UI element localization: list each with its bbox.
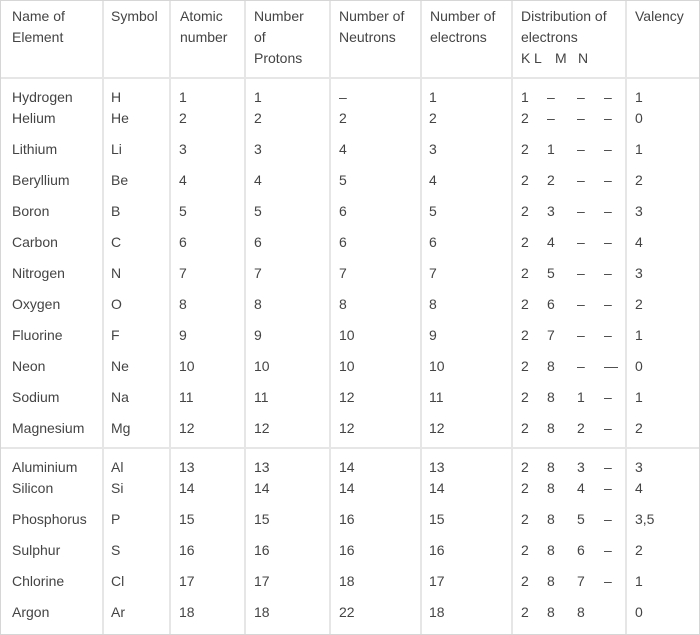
cell-neutrons: 16 <box>339 511 355 527</box>
cell-protons: 12 <box>254 420 270 436</box>
shell-label-m: M <box>555 50 567 66</box>
cell-neutrons: 16 <box>339 542 355 558</box>
cell-electrons: 9 <box>429 327 437 343</box>
cell-electrons: 7 <box>429 265 437 281</box>
cell-n: – <box>604 542 612 558</box>
header-symbol: Symbol <box>111 8 158 24</box>
cell-symbol: C <box>111 234 122 250</box>
cell-protons: 10 <box>254 358 270 374</box>
table-row <box>1 108 699 129</box>
shell-label-k: K <box>521 50 531 66</box>
cell-m: – <box>577 265 585 281</box>
cell-k: 2 <box>521 203 529 219</box>
cell-atomic: 9 <box>179 327 187 343</box>
cell-n: – <box>604 203 612 219</box>
table-row <box>1 387 699 408</box>
header-distribution-of-electrons: Distribution of electrons <box>521 8 607 45</box>
cell-neutrons: 10 <box>339 358 355 374</box>
cell-atomic: 2 <box>179 110 187 126</box>
cell-symbol: Li <box>111 141 122 157</box>
cell-neutrons: 5 <box>339 172 347 188</box>
cell-symbol: He <box>111 110 129 126</box>
cell-valency: 3 <box>635 203 643 219</box>
cell-m: – <box>577 110 585 126</box>
cell-neutrons: 2 <box>339 110 347 126</box>
header-valency: Valency <box>635 8 684 24</box>
table-row <box>1 87 699 108</box>
table-row <box>1 478 699 499</box>
cell-neutrons: 10 <box>339 327 355 343</box>
cell-electrons: 5 <box>429 203 437 219</box>
cell-protons: 16 <box>254 542 270 558</box>
cell-symbol: Mg <box>111 420 131 436</box>
cell-electrons: 8 <box>429 296 437 312</box>
header-number-of-electrons: Number of electrons <box>430 8 496 45</box>
cell-l: 1 <box>547 141 555 157</box>
cell-atomic: 8 <box>179 296 187 312</box>
cell-n: – <box>604 389 612 405</box>
cell-k: 2 <box>521 511 529 527</box>
cell-valency: 1 <box>635 141 643 157</box>
table-row <box>1 356 699 377</box>
table-row <box>1 418 699 439</box>
cell-atomic: 15 <box>179 511 195 527</box>
cell-electrons: 17 <box>429 573 445 589</box>
cell-atomic: 13 <box>179 459 195 475</box>
cell-neutrons: 6 <box>339 234 347 250</box>
cell-electrons: 15 <box>429 511 445 527</box>
cell-name: Fluorine <box>12 327 63 343</box>
cell-m: 6 <box>577 542 585 558</box>
cell-valency: 3 <box>635 265 643 281</box>
cell-name: Lithium <box>12 141 58 157</box>
table-row <box>1 294 699 315</box>
cell-neutrons: 8 <box>339 296 347 312</box>
cell-n: – <box>604 296 612 312</box>
cell-l: – <box>547 110 555 126</box>
cell-atomic: 17 <box>179 573 195 589</box>
table-row <box>1 457 699 478</box>
cell-electrons: 2 <box>429 110 437 126</box>
table-row <box>1 201 699 222</box>
cell-k: 2 <box>521 358 529 374</box>
cell-protons: 6 <box>254 234 262 250</box>
cell-m: – <box>577 358 585 374</box>
cell-valency: 0 <box>635 358 643 374</box>
cell-n: – <box>604 141 612 157</box>
cell-k: 2 <box>521 141 529 157</box>
cell-protons: 9 <box>254 327 262 343</box>
cell-symbol: O <box>111 296 122 312</box>
table-row <box>1 602 699 623</box>
cell-name: Beryllium <box>12 172 70 188</box>
cell-name: Hydrogen <box>12 89 73 105</box>
cell-valency: 4 <box>635 480 643 496</box>
cell-n: – <box>604 420 612 436</box>
cell-atomic: 4 <box>179 172 187 188</box>
cell-name: Argon <box>12 604 50 620</box>
cell-symbol: Ne <box>111 358 129 374</box>
cell-neutrons: 12 <box>339 389 355 405</box>
cell-neutrons: 14 <box>339 480 355 496</box>
cell-n: – <box>604 89 612 105</box>
cell-k: 2 <box>521 420 529 436</box>
table-row <box>1 232 699 253</box>
cell-name: Helium <box>12 110 56 126</box>
cell-symbol: F <box>111 327 120 343</box>
cell-name: Boron <box>12 203 50 219</box>
cell-k: 2 <box>521 389 529 405</box>
cell-l: 8 <box>547 573 555 589</box>
cell-neutrons: – <box>339 89 347 105</box>
cell-atomic: 7 <box>179 265 187 281</box>
cell-valency: 2 <box>635 296 643 312</box>
cell-atomic: 18 <box>179 604 195 620</box>
cell-m: – <box>577 296 585 312</box>
cell-n: – <box>604 327 612 343</box>
cell-symbol: H <box>111 89 122 105</box>
header-name-of-element: Name of Element <box>12 8 65 45</box>
cell-symbol: Ar <box>111 604 125 620</box>
cell-l: 3 <box>547 203 555 219</box>
cell-electrons: 16 <box>429 542 445 558</box>
cell-atomic: 5 <box>179 203 187 219</box>
cell-l: 8 <box>547 389 555 405</box>
cell-name: Magnesium <box>12 420 85 436</box>
cell-l: 2 <box>547 172 555 188</box>
cell-n: — <box>604 358 618 374</box>
cell-n: – <box>604 573 612 589</box>
cell-valency: 3 <box>635 459 643 475</box>
cell-atomic: 16 <box>179 542 195 558</box>
cell-name: Silicon <box>12 480 54 496</box>
cell-l: 8 <box>547 459 555 475</box>
cell-k: 1 <box>521 89 529 105</box>
cell-symbol: Cl <box>111 573 125 589</box>
cell-n: – <box>604 265 612 281</box>
cell-k: 2 <box>521 459 529 475</box>
cell-name: Sodium <box>12 389 60 405</box>
cell-name: Oxygen <box>12 296 61 312</box>
cell-k: 2 <box>521 296 529 312</box>
cell-l: 4 <box>547 234 555 250</box>
cell-m: – <box>577 172 585 188</box>
cell-symbol: B <box>111 203 121 219</box>
table-row <box>1 509 699 530</box>
cell-protons: 8 <box>254 296 262 312</box>
cell-l: 8 <box>547 542 555 558</box>
cell-protons: 18 <box>254 604 270 620</box>
cell-protons: 7 <box>254 265 262 281</box>
cell-m: 8 <box>577 604 585 620</box>
cell-protons: 1 <box>254 89 262 105</box>
header-number-of-neutrons: Number of Neutrons <box>339 8 405 45</box>
cell-electrons: 14 <box>429 480 445 496</box>
cell-k: 2 <box>521 172 529 188</box>
cell-symbol: Si <box>111 480 124 496</box>
cell-symbol: Na <box>111 389 129 405</box>
cell-l: 8 <box>547 511 555 527</box>
cell-m: 1 <box>577 389 585 405</box>
cell-valency: 2 <box>635 420 643 436</box>
shell-label-n: N <box>578 50 589 66</box>
table-row <box>1 325 699 346</box>
cell-m: 7 <box>577 573 585 589</box>
cell-valency: 0 <box>635 110 643 126</box>
cell-symbol: Be <box>111 172 129 188</box>
cell-electrons: 18 <box>429 604 445 620</box>
cell-protons: 13 <box>254 459 270 475</box>
table-row <box>1 170 699 191</box>
table-row <box>1 139 699 160</box>
cell-m: – <box>577 327 585 343</box>
cell-l: 7 <box>547 327 555 343</box>
cell-n: – <box>604 110 612 126</box>
cell-m: 2 <box>577 420 585 436</box>
cell-atomic: 12 <box>179 420 195 436</box>
cell-protons: 2 <box>254 110 262 126</box>
cell-neutrons: 18 <box>339 573 355 589</box>
cell-neutrons: 7 <box>339 265 347 281</box>
cell-valency: 1 <box>635 573 643 589</box>
cell-symbol: S <box>111 542 121 558</box>
cell-k: 2 <box>521 327 529 343</box>
header-divider <box>1 77 699 79</box>
cell-k: 2 <box>521 480 529 496</box>
cell-valency: 4 <box>635 234 643 250</box>
cell-n: – <box>604 480 612 496</box>
cell-electrons: 1 <box>429 89 437 105</box>
cell-m: 5 <box>577 511 585 527</box>
cell-m: 4 <box>577 480 585 496</box>
cell-k: 2 <box>521 110 529 126</box>
cell-valency: 1 <box>635 89 643 105</box>
cell-atomic: 1 <box>179 89 187 105</box>
header-number-of-protons: Number of Protons <box>254 8 304 66</box>
cell-electrons: 11 <box>429 389 444 405</box>
cell-m: – <box>577 203 585 219</box>
group-divider <box>1 447 699 449</box>
header-atomic-number: Atomic number <box>180 8 228 45</box>
cell-l: – <box>547 89 555 105</box>
table-row <box>1 263 699 284</box>
cell-atomic: 6 <box>179 234 187 250</box>
cell-electrons: 3 <box>429 141 437 157</box>
cell-k: 2 <box>521 573 529 589</box>
cell-symbol: P <box>111 511 121 527</box>
cell-m: 3 <box>577 459 585 475</box>
table-row <box>1 571 699 592</box>
cell-atomic: 11 <box>179 389 194 405</box>
cell-symbol: Al <box>111 459 124 475</box>
cell-neutrons: 22 <box>339 604 355 620</box>
cell-protons: 15 <box>254 511 270 527</box>
shell-label-l: L <box>534 50 542 66</box>
cell-n: – <box>604 172 612 188</box>
table-row <box>1 540 699 561</box>
cell-l: 8 <box>547 480 555 496</box>
cell-k: 2 <box>521 265 529 281</box>
cell-name: Chlorine <box>12 573 65 589</box>
cell-k: 2 <box>521 604 529 620</box>
cell-neutrons: 4 <box>339 141 347 157</box>
cell-l: 5 <box>547 265 555 281</box>
cell-l: 8 <box>547 420 555 436</box>
cell-valency: 0 <box>635 604 643 620</box>
cell-n: – <box>604 459 612 475</box>
cell-electrons: 6 <box>429 234 437 250</box>
cell-valency: 2 <box>635 172 643 188</box>
cell-atomic: 3 <box>179 141 187 157</box>
cell-name: Sulphur <box>12 542 61 558</box>
cell-electrons: 12 <box>429 420 445 436</box>
cell-l: 6 <box>547 296 555 312</box>
cell-valency: 2 <box>635 542 643 558</box>
cell-neutrons: 6 <box>339 203 347 219</box>
cell-m: – <box>577 141 585 157</box>
cell-electrons: 10 <box>429 358 445 374</box>
cell-protons: 11 <box>254 389 269 405</box>
cell-name: Nitrogen <box>12 265 65 281</box>
cell-electrons: 4 <box>429 172 437 188</box>
cell-neutrons: 12 <box>339 420 355 436</box>
cell-protons: 14 <box>254 480 270 496</box>
cell-name: Aluminium <box>12 459 78 475</box>
cell-name: Carbon <box>12 234 58 250</box>
cell-atomic: 10 <box>179 358 195 374</box>
cell-name: Neon <box>12 358 46 374</box>
cell-atomic: 14 <box>179 480 195 496</box>
cell-electrons: 13 <box>429 459 445 475</box>
cell-valency: 1 <box>635 327 643 343</box>
cell-protons: 3 <box>254 141 262 157</box>
cell-l: 8 <box>547 358 555 374</box>
cell-m: – <box>577 89 585 105</box>
cell-n: – <box>604 511 612 527</box>
cell-neutrons: 14 <box>339 459 355 475</box>
cell-protons: 5 <box>254 203 262 219</box>
cell-name: Phosphorus <box>12 511 87 527</box>
cell-protons: 4 <box>254 172 262 188</box>
cell-l: 8 <box>547 604 555 620</box>
cell-k: 2 <box>521 234 529 250</box>
cell-valency: 1 <box>635 389 643 405</box>
cell-n: – <box>604 234 612 250</box>
cell-valency: 3,5 <box>635 511 655 527</box>
cell-symbol: N <box>111 265 122 281</box>
cell-k: 2 <box>521 542 529 558</box>
cell-m: – <box>577 234 585 250</box>
cell-protons: 17 <box>254 573 270 589</box>
